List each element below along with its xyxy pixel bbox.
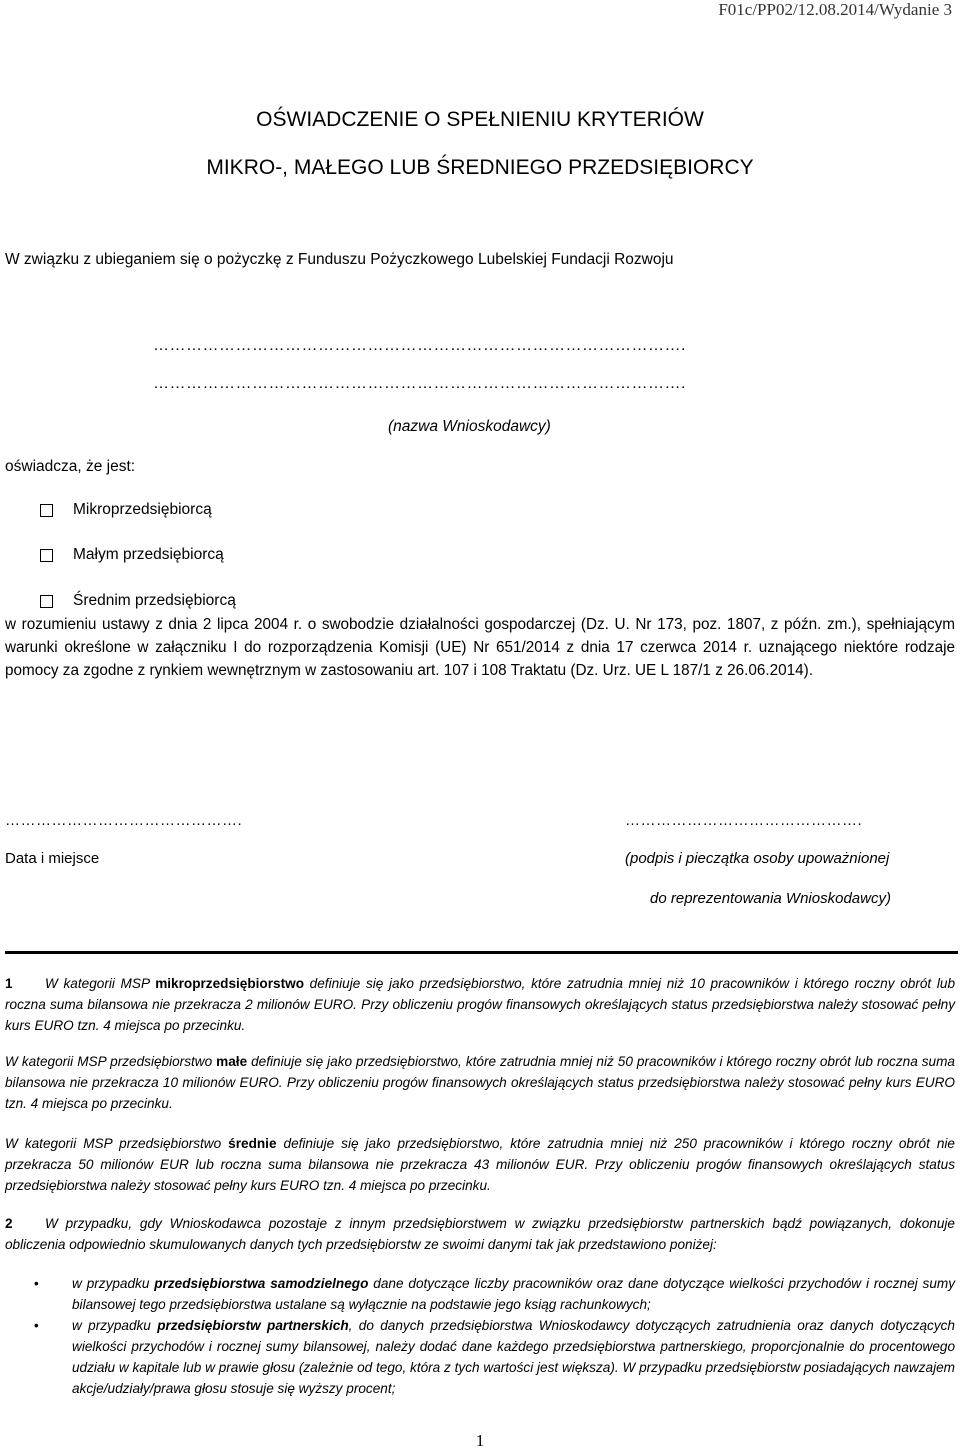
micro-checkbox[interactable] <box>40 504 53 517</box>
applicant-name-label: (nazwa Wnioskodawcy) <box>388 418 551 435</box>
applicant-name-field-line-2[interactable]: ……………………………………………………………………………………. <box>153 375 686 392</box>
footnote-2 <box>5 1213 955 1255</box>
footnote-1-medium <box>5 1133 955 1196</box>
footnote-1-micro <box>5 973 955 1036</box>
footnote-1-small-bold: małe <box>216 1054 248 1069</box>
signature-field[interactable]: ………………………………………. <box>625 812 863 829</box>
bullet-standalone <box>5 1273 955 1315</box>
medium-label: Średnim przedsiębiorcą <box>73 592 236 609</box>
bullet-symbol: • <box>34 1318 39 1333</box>
document-title-line-1: OŚWIADCZENIE O SPEŁNIENIU KRYTERIÓW <box>256 108 704 131</box>
footnote-1-small-pre: W kategorii MSP przedsiębiorstwo <box>5 1054 217 1069</box>
document-title-line-2: MIKRO-, MAŁEGO LUB ŚREDNIEGO PRZEDSIĘBIORCY <box>206 156 754 179</box>
legal-basis-text: w rozumieniu ustawy z dnia 2 lipca 2004 r. o swobodzie działalności gospodarczej (Dz. U. Nr 173, poz. 1807, z późn. zm.), spełniającym warunki określone w załączniku I do rozporządzenia Komisji (UE) Nr 651/2014 z dnia 17 czerwca 2014 r. uznającego niektóre rodzaje pomocy za zgodne z rynkiem wewnętrznym w zastosowaniu art. 107 i 108 Traktatu (Dz. Urz. UE L 187/1 z 26.06.2014). <box>5 616 955 679</box>
bullet-partner-pre: w przypadku <box>72 1318 158 1333</box>
footnote-1-medium-post: definiuje się jako przedsiębiorstwo, które zatrudnia mniej niż 250 pracowników i którego roczny obrót nie przekracza 50 milionów EUR lub roczna suma bilansowa nie przekracza 43 milionów EUR. Przy obliczeniu progów finansowych określających status przedsiębiorstwa należy stosować pełny kurs EURO tzn. 4 miejsca po przecinku. <box>5 1136 955 1193</box>
declares-text: oświadcza, że jest: <box>5 458 136 475</box>
medium-checkbox[interactable] <box>40 595 53 608</box>
footnote-1-number: 1 <box>5 976 13 991</box>
signature-label-line-1: (podpis i pieczątka osoby upoważnionej <box>625 850 890 867</box>
footnote-2-text: W przypadku, gdy Wnioskodawca pozostaje z innym przedsiębiorstwem w związku przedsiębiorstw partnerskich bądź powiązanych, dokonuje obliczenia odpowiednio skumulowanych danych tych przedsiębiorstw ze swoimi danymi tak jak przedstawiono poniżej: <box>5 1216 955 1252</box>
bullet-partner-bold: przedsiębiorstw partnerskich <box>157 1318 349 1333</box>
footnote-1-small <box>5 1051 955 1114</box>
bullet-partner <box>5 1315 955 1399</box>
bullet-standalone-pre: w przypadku <box>72 1276 155 1291</box>
option-small[interactable] <box>40 546 224 564</box>
option-medium[interactable] <box>40 592 236 610</box>
footnote-2-number: 2 <box>5 1216 13 1231</box>
footnote-1-micro-post: definiuje się jako przedsiębiorstwo, które zatrudnia mniej niż 10 pracowników i którego roczny obrót lub roczna suma bilansowa nie przekracza 2 milionów EURO. Przy obliczeniu progów finansowych określających status przedsiębiorstwa należy stosować pełny kurs EURO tzn. 4 miejsca po przecinku. <box>5 976 956 1033</box>
micro-label: Mikroprzedsiębiorcą <box>73 501 212 518</box>
intro-text: W związku z ubieganiem się o pożyczkę z Funduszu Pożyczkowego Lubelskiej Fundacji Rozwoju <box>5 251 674 268</box>
bullet-symbol: • <box>34 1276 39 1291</box>
date-place-field[interactable]: ………………………………………. <box>5 812 243 829</box>
footnote-1-small-post: definiuje się jako przedsiębiorstwo, które zatrudnia mniej niż 50 pracowników i którego roczny obrót lub roczna suma bilansowa nie przekracza 10 milionów EURO. Przy obliczeniu progów finansowych określających status przedsiębiorstwa należy stosować pełny kurs EURO tzn. 4 miejsca po przecinku. <box>5 1054 955 1111</box>
bullet-partner-post: , do danych przedsiębiorstwa Wnioskodawcy dotyczących zatrudnienia oraz danych dotyczących wielkości przychodów i rocznej sumy bilansowej, należy dodać dane każdego przedsiębiorstwa partnerskiego, proporcjonalnie do procentowego udziału w kapitale lub w prawie głosu (zależnie od tego, która z tych wartości jest większa). W przypadku przedsiębiorstw posiadających nawzajem akcje/udziały/prawa głosu stosuje się wyższy procent; <box>72 1318 955 1396</box>
bullet-standalone-post: dane dotyczące liczby pracowników oraz dane dotyczące wielkości przychodów i rocznej sumy bilansowej tego przedsiębiorstwa ustalane są wyłącznie na podstawie jego ksiąg rachunkowych; <box>72 1276 955 1312</box>
option-micro[interactable] <box>40 501 212 519</box>
small-label: Małym przedsiębiorcą <box>73 546 224 563</box>
page-number: 1 <box>475 1431 485 1450</box>
footnote-1-micro-pre: W kategorii MSP <box>45 976 156 991</box>
footnote-1-micro-bold: mikroprzedsiębiorstwo <box>155 976 304 991</box>
footnote-separator <box>5 951 958 954</box>
document-code: F01c/PP02/12.08.2014/Wydanie 3 <box>718 0 952 19</box>
footnote-1-medium-bold: średnie <box>228 1136 277 1151</box>
date-place-label: Data i miejsce <box>5 850 100 867</box>
small-checkbox[interactable] <box>40 549 53 562</box>
footnote-2-bullet-list <box>5 1273 955 1399</box>
footnote-1-medium-pre: W kategorii MSP przedsiębiorstwo <box>5 1136 229 1151</box>
signature-label-line-2: do reprezentowania Wnioskodawcy) <box>650 890 891 907</box>
applicant-name-field-line-1[interactable]: ……………………………………………………………………………………. <box>153 337 686 354</box>
bullet-standalone-bold: przedsiębiorstwa samodzielnego <box>154 1276 369 1291</box>
